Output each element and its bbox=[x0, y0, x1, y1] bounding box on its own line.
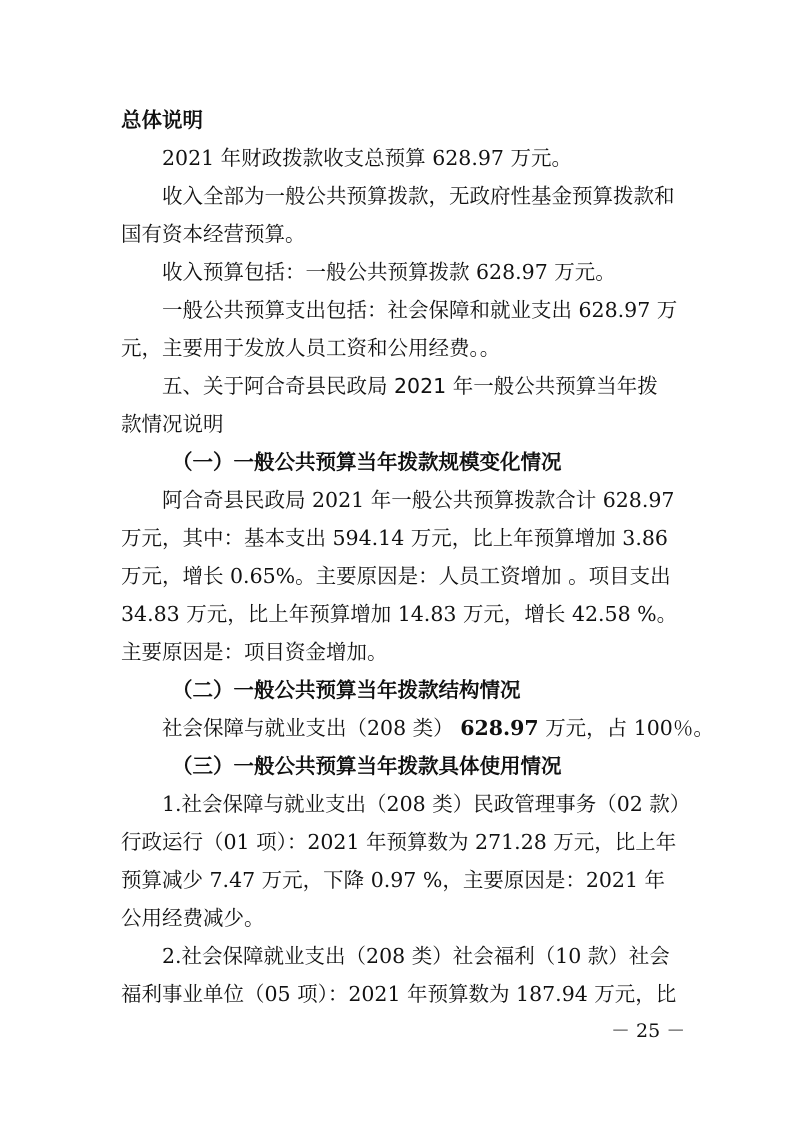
section-five-title-line2: 款情况说明 bbox=[121, 412, 224, 436]
paragraph-income-budget: 收入预算包括：一般公共预算拨款 628.97 万元。 bbox=[162, 260, 616, 284]
scale-line2: 万元，其中：基本支出 594.14 万元，比上年预算增加 3.86 bbox=[121, 526, 668, 550]
scale-line4: 34.83 万元，比上年预算增加 14.83 万元，增长 42.58 %。 bbox=[121, 602, 678, 626]
paragraph-total-budget: 2021 年财政拨款收支总预算 628.97 万元。 bbox=[162, 146, 572, 170]
structure-line bbox=[0, 714, 793, 742]
paragraph-expense-line2: 元，主要用于发放人员工资和公用经费。。 bbox=[121, 336, 501, 360]
usage-item1-line4: 公用经费减少。 bbox=[121, 906, 265, 930]
usage-item2-line1: 2.社会保障就业支出（208 类）社会福利（10 款）社会 bbox=[162, 944, 670, 968]
page-number: － 25 － bbox=[611, 1020, 686, 1042]
paragraph-income-line1: 收入全部为一般公共预算拨款，无政府性基金预算拨款和 bbox=[162, 184, 675, 208]
usage-item1-line2: 行政运行（01 项）：2021 年预算数为 271.28 万元，比上年 bbox=[121, 830, 677, 854]
subsection-two-title: （二）一般公共预算当年拨款结构情况 bbox=[172, 678, 521, 702]
usage-item1-line3: 预算减少 7.47 万元，下降 0.97 %，主要原因是：2021 年 bbox=[121, 868, 666, 892]
section-five-title-line1: 五、关于阿合奇县民政局 2021 年一般公共预算当年拨 bbox=[162, 374, 658, 398]
subsection-three-title: （三）一般公共预算当年拨款具体使用情况 bbox=[172, 754, 562, 778]
structure-category: 社会保障与就业支出（208 类） bbox=[162, 716, 454, 740]
subsection-one-title: （一）一般公共预算当年拨款规模变化情况 bbox=[172, 450, 562, 474]
paragraph-income-line2: 国有资本经营预算。 bbox=[121, 222, 306, 246]
structure-amount: 628.97 bbox=[460, 716, 539, 740]
scale-line3: 万元，增长 0.65%。主要原因是：人员工资增加 。项目支出 bbox=[121, 564, 671, 588]
scale-line1: 阿合奇县民政局 2021 年一般公共预算拨款合计 628.97 bbox=[162, 488, 675, 512]
structure-share: 万元，占 100％。 bbox=[545, 716, 714, 740]
heading-overall: 总体说明 bbox=[121, 108, 203, 132]
usage-item2-line2: 福利事业单位（05 项）：2021 年预算数为 187.94 万元，比 bbox=[121, 982, 677, 1006]
scale-line5: 主要原因是：项目资金增加。 bbox=[121, 640, 388, 664]
paragraph-expense-line1: 一般公共预算支出包括：社会保障和就业支出 628.97 万 bbox=[162, 298, 678, 322]
usage-item1-line1: 1.社会保障与就业支出（208 类）民政管理事务（02 款） bbox=[162, 792, 691, 816]
